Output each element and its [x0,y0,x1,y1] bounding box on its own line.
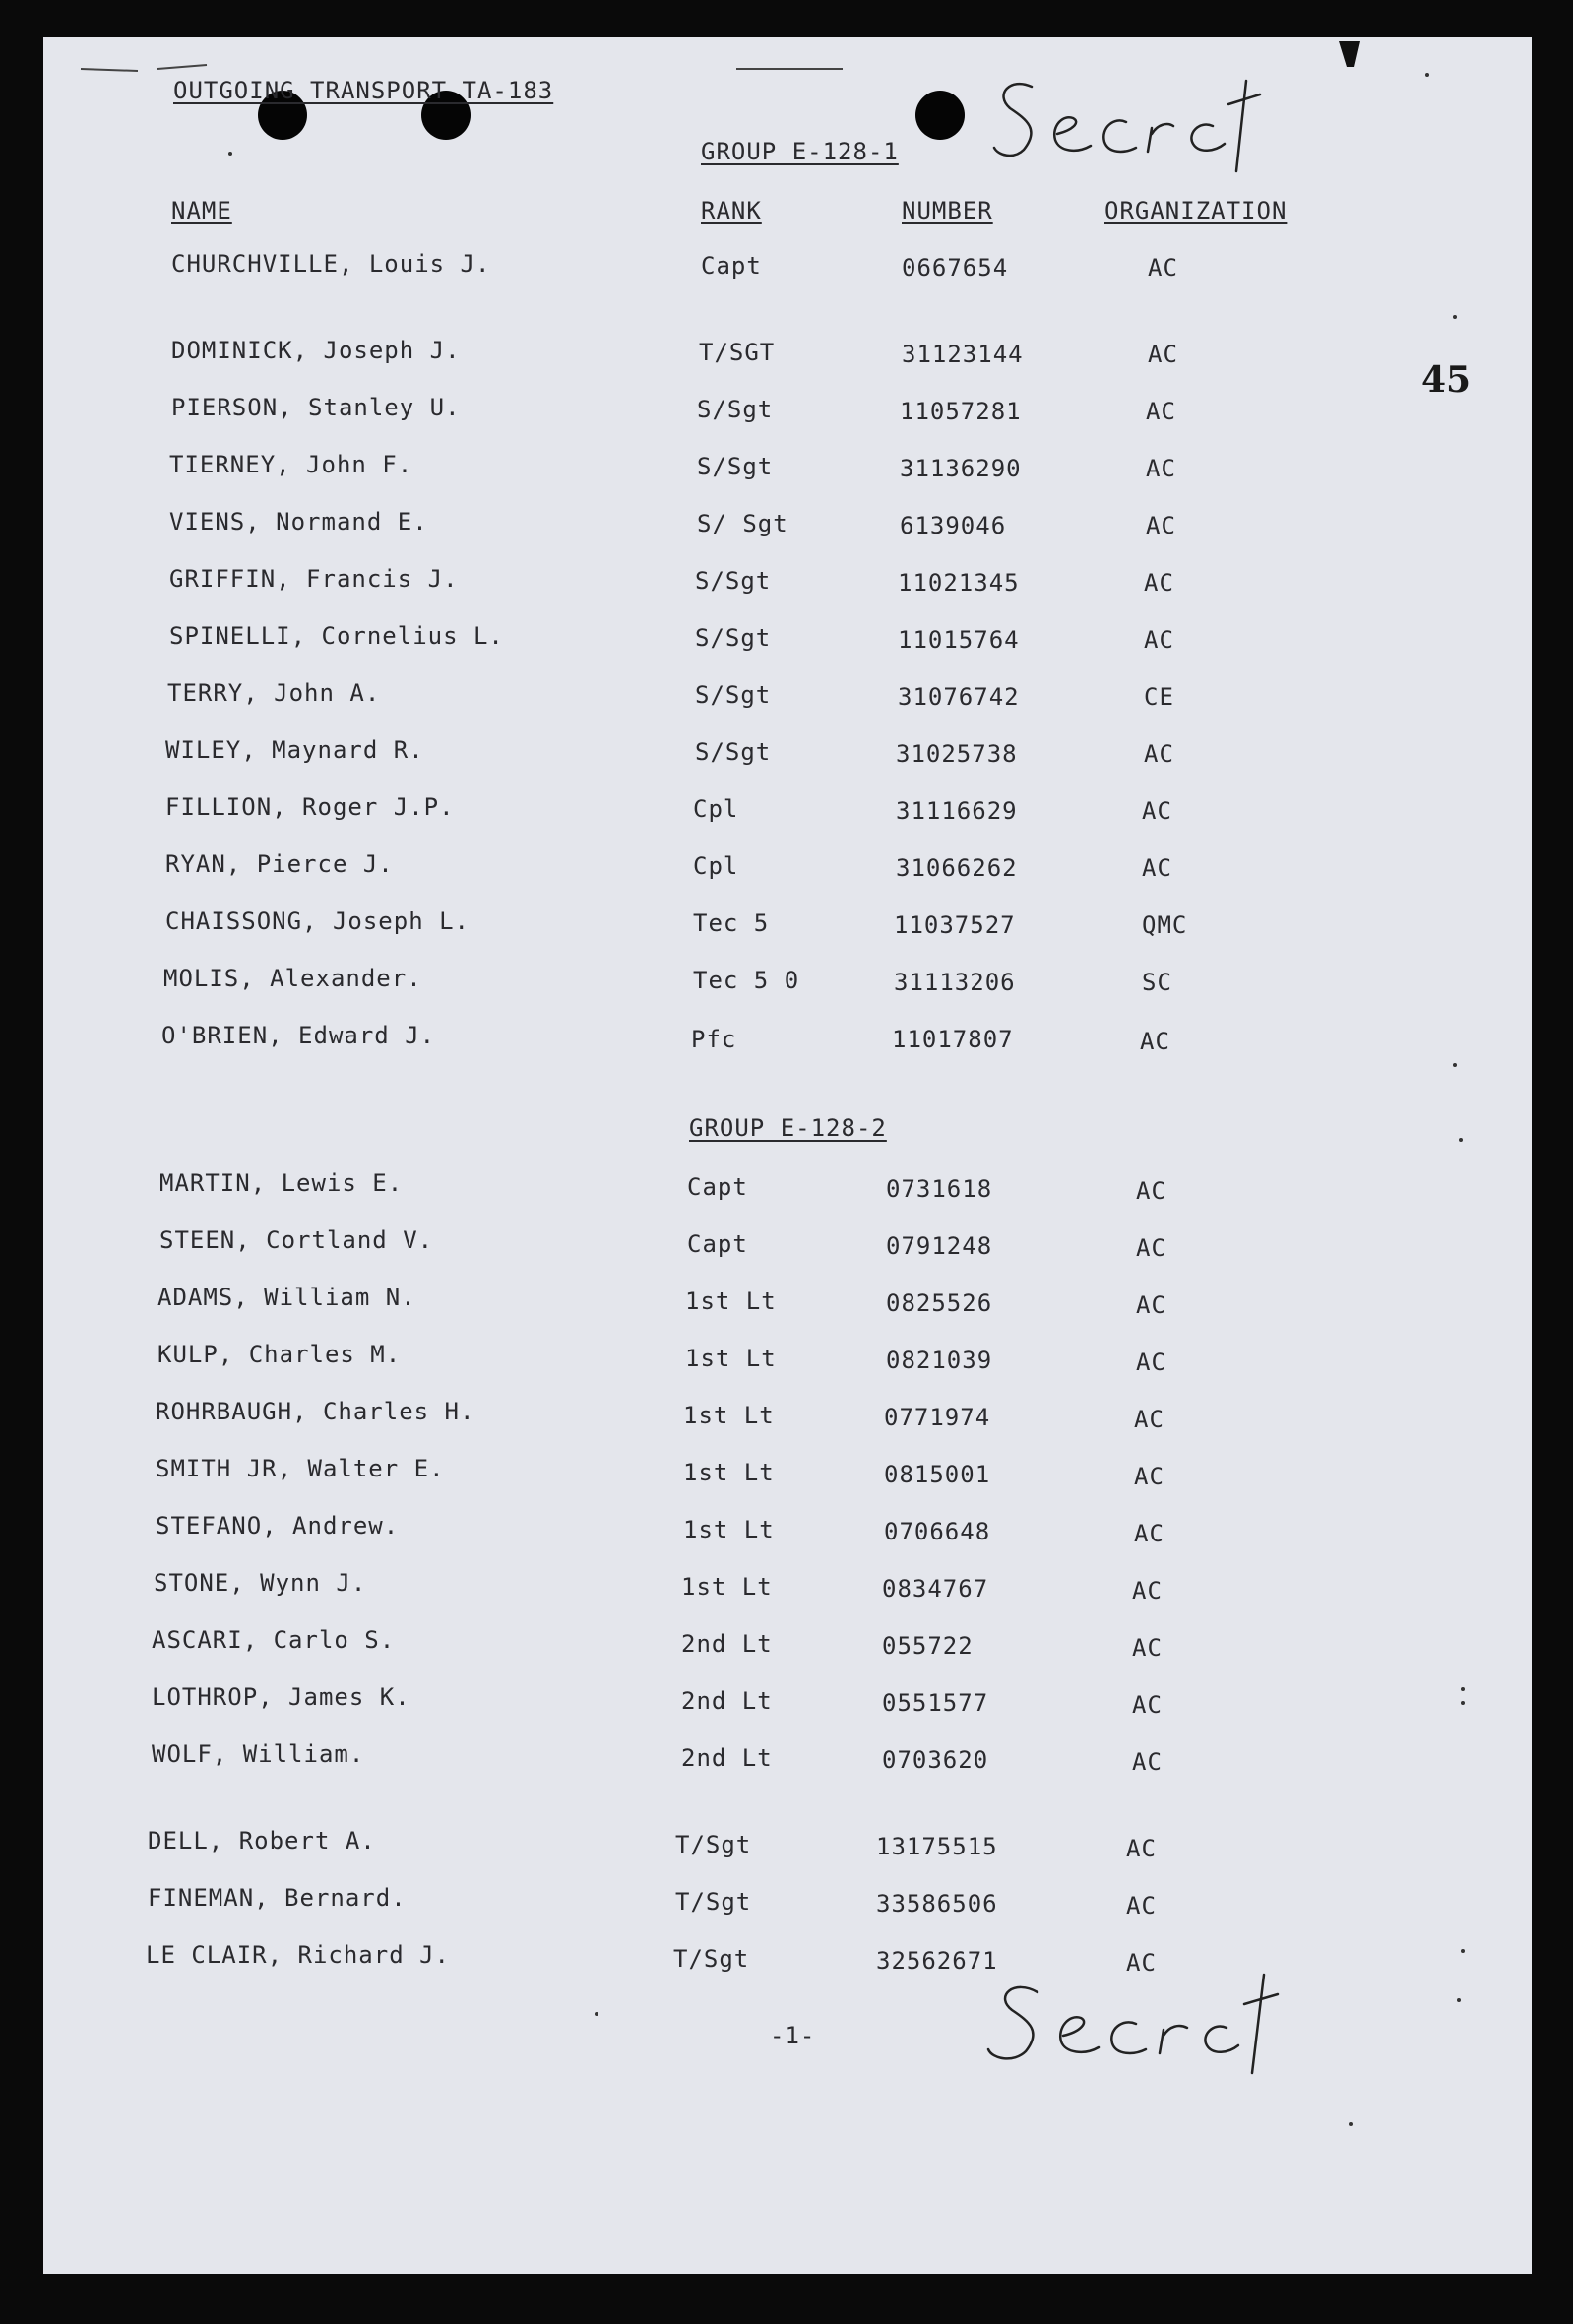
organization-cell: AC [1136,1349,1166,1376]
number-cell: 11015764 [898,626,1020,654]
header-number: NUMBER [902,197,993,224]
organization-cell: AC [1132,1691,1163,1719]
organization-cell: AC [1146,398,1176,425]
name-cell: TERRY, John A. [167,679,381,707]
number-cell: 31076742 [898,683,1020,711]
organization-cell: AC [1142,854,1172,882]
rank-cell: Cpl [693,795,739,823]
number-cell: 31025738 [896,740,1018,768]
organization-cell: AC [1136,1291,1166,1319]
organization-cell: AC [1140,1028,1170,1055]
organization-cell: AC [1146,512,1176,539]
organization-cell: AC [1148,254,1178,282]
number-cell: 0706648 [884,1518,991,1545]
number-cell: 0821039 [886,1347,993,1374]
name-cell: PIERSON, Stanley U. [171,394,461,421]
name-cell: LOTHROP, James K. [152,1683,410,1711]
page-footer: -1- [770,2022,816,2049]
organization-cell: SC [1142,969,1172,996]
organization-cell: AC [1134,1406,1164,1433]
name-cell: STEFANO, Andrew. [156,1512,400,1539]
organization-cell: AC [1146,455,1176,482]
number-cell: 31136290 [900,455,1022,482]
number-cell: 13175515 [876,1833,998,1860]
organization-cell: AC [1134,1463,1164,1490]
number-cell: 055722 [882,1632,974,1660]
organization-cell: AC [1142,797,1172,825]
name-cell: GRIFFIN, Francis J. [169,565,459,593]
number-cell: 0703620 [882,1746,989,1774]
group-2-title: GROUP E-128-2 [689,1114,887,1142]
speck [1349,2122,1353,2126]
number-cell: 0791248 [886,1232,993,1260]
name-cell: CHURCHVILLE, Louis J. [171,250,491,278]
rank-cell: S/Sgt [695,624,772,652]
speck [1453,1063,1457,1067]
name-cell: ADAMS, William N. [157,1284,416,1311]
name-cell: WOLF, William. [152,1740,365,1768]
organization-cell: AC [1148,341,1178,368]
name-cell: STONE, Wynn J. [154,1569,367,1597]
number-cell: 0815001 [884,1461,991,1488]
number-cell: 11037527 [894,911,1016,939]
rank-cell: 2nd Lt [681,1744,773,1772]
rank-cell: T/Sgt [675,1831,752,1858]
organization-cell: AC [1126,1892,1157,1919]
rank-cell: Tec 5 0 [693,967,800,994]
speck [595,2012,598,2016]
rank-cell: S/Sgt [695,738,772,766]
organization-cell: QMC [1142,911,1188,939]
speck [1459,1138,1463,1142]
rank-cell: Capt [701,252,762,280]
number-cell: 0731618 [886,1175,993,1203]
rank-cell: Capt [687,1230,748,1258]
organization-cell: AC [1132,1748,1163,1776]
organization-cell: AC [1144,740,1174,768]
rank-cell: 2nd Lt [681,1630,773,1658]
rank-cell: Cpl [693,852,739,880]
rank-cell: S/Sgt [695,567,772,595]
name-cell: WILEY, Maynard R. [165,736,424,764]
rank-cell: S/Sgt [697,453,774,480]
rank-cell: S/Sgt [697,396,774,423]
name-cell: ASCARI, Carlo S. [152,1626,396,1654]
speck [1461,1687,1465,1691]
organization-cell: CE [1144,683,1174,711]
name-cell: MOLIS, Alexander. [163,965,422,992]
rank-cell: Pfc [691,1026,737,1053]
rank-cell: T/Sgt [675,1888,752,1916]
secret-handwriting [988,65,1284,183]
number-cell: 31066262 [896,854,1018,882]
organization-cell: AC [1144,569,1174,597]
speck [1453,315,1457,319]
speck [1461,1701,1465,1705]
document-page [43,37,1532,2274]
number-cell: 0834767 [882,1575,989,1602]
number-cell: 11057281 [900,398,1022,425]
rank-cell: Tec 5 [693,910,770,937]
name-cell: TIERNEY, John F. [169,451,413,478]
number-cell: 0667654 [902,254,1009,282]
name-cell: DOMINICK, Joseph J. [171,337,461,364]
group-1-title: GROUP E-128-1 [701,138,899,165]
name-cell: DELL, Robert A. [148,1827,376,1854]
organization-cell: AC [1132,1577,1163,1604]
rank-cell: 1st Lt [685,1288,777,1315]
rank-cell: 1st Lt [681,1573,773,1601]
organization-cell: AC [1136,1234,1166,1262]
rank-cell: S/ Sgt [697,510,788,537]
number-cell: 31116629 [896,797,1018,825]
rank-cell: 2nd Lt [681,1687,773,1715]
header-organization: ORGANIZATION [1104,197,1288,224]
name-cell: SPINELLI, Cornelius L. [169,622,504,650]
name-cell: CHAISSONG, Joseph L. [165,908,470,935]
speck [228,152,232,156]
number-cell: 6139046 [900,512,1007,539]
document-title: OUTGOING TRANSPORT TA-183 [173,77,554,104]
name-cell: KULP, Charles M. [157,1341,402,1368]
speck [1461,1949,1465,1953]
name-cell: FILLION, Roger J.P. [165,793,455,821]
rank-cell: S/Sgt [695,681,772,709]
rank-cell: Capt [687,1173,748,1201]
number-cell: 11017807 [892,1026,1014,1053]
page-number-stamp: 45 [1421,359,1472,401]
number-cell: 0825526 [886,1289,993,1317]
speck [1457,1998,1461,2002]
number-cell: 33586506 [876,1890,998,1917]
staple-mark [1333,37,1372,73]
header-name: NAME [171,197,232,224]
name-cell: ROHRBAUGH, Charles H. [156,1398,475,1425]
name-cell: MARTIN, Lewis E. [159,1169,404,1197]
number-cell: 31113206 [894,969,1016,996]
organization-cell: AC [1126,1949,1157,1977]
speck [1425,73,1429,77]
name-cell: SMITH JR, Walter E. [156,1455,445,1482]
organization-cell: AC [1134,1520,1164,1547]
rank-cell: 1st Lt [683,1402,775,1429]
organization-cell: AC [1136,1177,1166,1205]
punch-hole [915,91,965,140]
organization-cell: AC [1144,626,1174,654]
rank-cell: 1st Lt [683,1516,775,1543]
name-cell: STEEN, Cortland V. [159,1226,434,1254]
header-rank: RANK [701,197,762,224]
rank-cell: T/SGT [699,339,776,366]
name-cell: LE CLAIR, Richard J. [146,1941,450,1969]
number-cell: 11021345 [898,569,1020,597]
rank-cell: 1st Lt [683,1459,775,1486]
name-cell: VIENS, Normand E. [169,508,428,535]
margin-rule [79,59,217,75]
organization-cell: AC [1126,1835,1157,1862]
rank-cell: T/Sgt [673,1945,750,1973]
number-cell: 0551577 [882,1689,989,1717]
margin-rule [732,61,850,75]
name-cell: FINEMAN, Bernard. [148,1884,407,1912]
number-cell: 31123144 [902,341,1024,368]
rank-cell: 1st Lt [685,1345,777,1372]
name-cell: O'BRIEN, Edward J. [161,1022,436,1049]
number-cell: 32562671 [876,1947,998,1975]
organization-cell: AC [1132,1634,1163,1662]
name-cell: RYAN, Pierce J. [165,850,394,878]
number-cell: 0771974 [884,1404,991,1431]
